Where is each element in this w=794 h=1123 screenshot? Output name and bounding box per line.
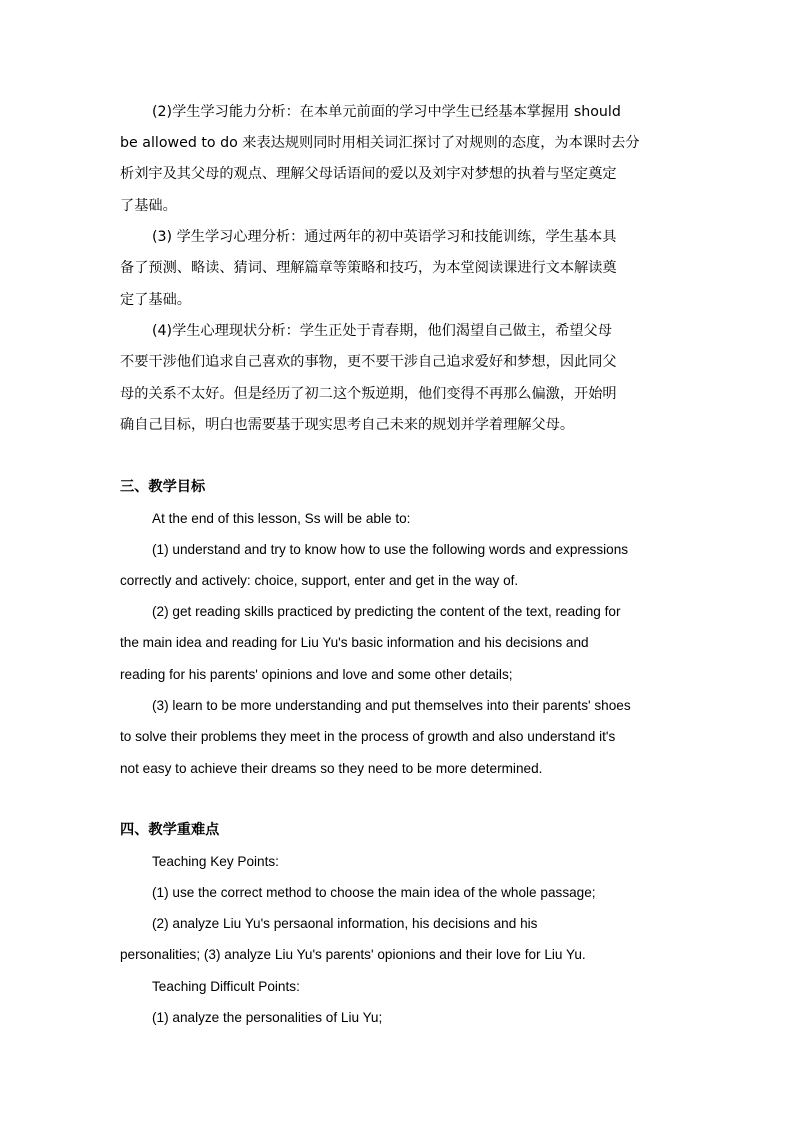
paragraph-3-line-3: 定了基础。 (120, 292, 191, 308)
paragraph-2-line-3: 析刘宇及其父母的观点、理解父母话语间的爱以及刘宇对梦想的执着与坚定奠定 (120, 166, 617, 182)
paragraph-2-line-2: be allowed to do 来表达规则同时用相关词汇探讨了对规则的态度，为本课时去分 (120, 135, 640, 151)
paragraph-4-line-3: 母的关系不太好。但是经历了初二这个叛逆期，他们变得不再那么偏激，开始明 (120, 386, 617, 402)
objective-3-line-2: to solve their problems they meet in the process of growth and also understand it's (120, 729, 616, 744)
paragraph-2-line-1: (2)学生学习能力分析：在本单元前面的学习中学生已经基本掌握用 should (152, 104, 621, 120)
section-3-heading: 三、教学目标 (120, 479, 206, 495)
key-point-2-line-1: (2) analyze Liu Yu's persaonal information, his decisions and his (152, 916, 538, 931)
objective-1-line-2: correctly and actively: choice, support, enter and get in the way of. (120, 573, 519, 588)
objective-3-line-1: (3) learn to be more understanding and put themselves into their parents' shoes (152, 698, 631, 713)
paragraph-4-line-4: 确自己目标，明白也需要基于现实思考自己未来的规划并学着理解父母。 (120, 417, 575, 433)
objectives-intro: At the end of this lesson, Ss will be able to: (152, 511, 411, 526)
paragraph-4-line-2: 不要干涉他们追求自己喜欢的事物，更不要干涉自己追求爱好和梦想，因此同父 (120, 354, 617, 370)
paragraph-2-line-4: 了基础。 (120, 198, 177, 214)
objective-1-line-1: (1) understand and try to know how to use the following words and expressions (152, 542, 629, 557)
paragraph-3-line-1: (3) 学生学习心理分析：通过两年的初中英语学习和技能训练，学生基本具 (152, 229, 617, 245)
section-4-heading: 四、教学重难点 (120, 822, 220, 838)
difficult-points-label: Teaching Difficult Points: (152, 979, 300, 994)
objective-2-line-2: the main idea and reading for Liu Yu's basic information and his decisions and (120, 635, 589, 650)
key-point-1: (1) use the correct method to choose the main idea of the whole passage; (152, 885, 596, 900)
difficult-point-1: (1) analyze the personalities of Liu Yu; (152, 1010, 383, 1025)
objective-2-line-3: reading for his parents' opinions and love and some other details; (120, 667, 513, 682)
paragraph-4-line-1: (4)学生心理现状分析：学生正处于青春期，他们渴望自己做主，希望父母 (152, 323, 612, 339)
key-points-label: Teaching Key Points: (152, 854, 279, 869)
objective-2-line-1: (2) get reading skills practiced by predicting the content of the text, reading for (152, 604, 621, 619)
paragraph-3-line-2: 备了预测、略读、猜词、理解篇章等策略和技巧，为本堂阅读课进行文本解读奠 (120, 260, 617, 276)
key-point-2-line-2: personalities; (3) analyze Liu Yu's parents' opionions and their love for Liu Yu. (120, 947, 586, 962)
objective-3-line-3: not easy to achieve their dreams so they need to be more determined. (120, 761, 543, 776)
